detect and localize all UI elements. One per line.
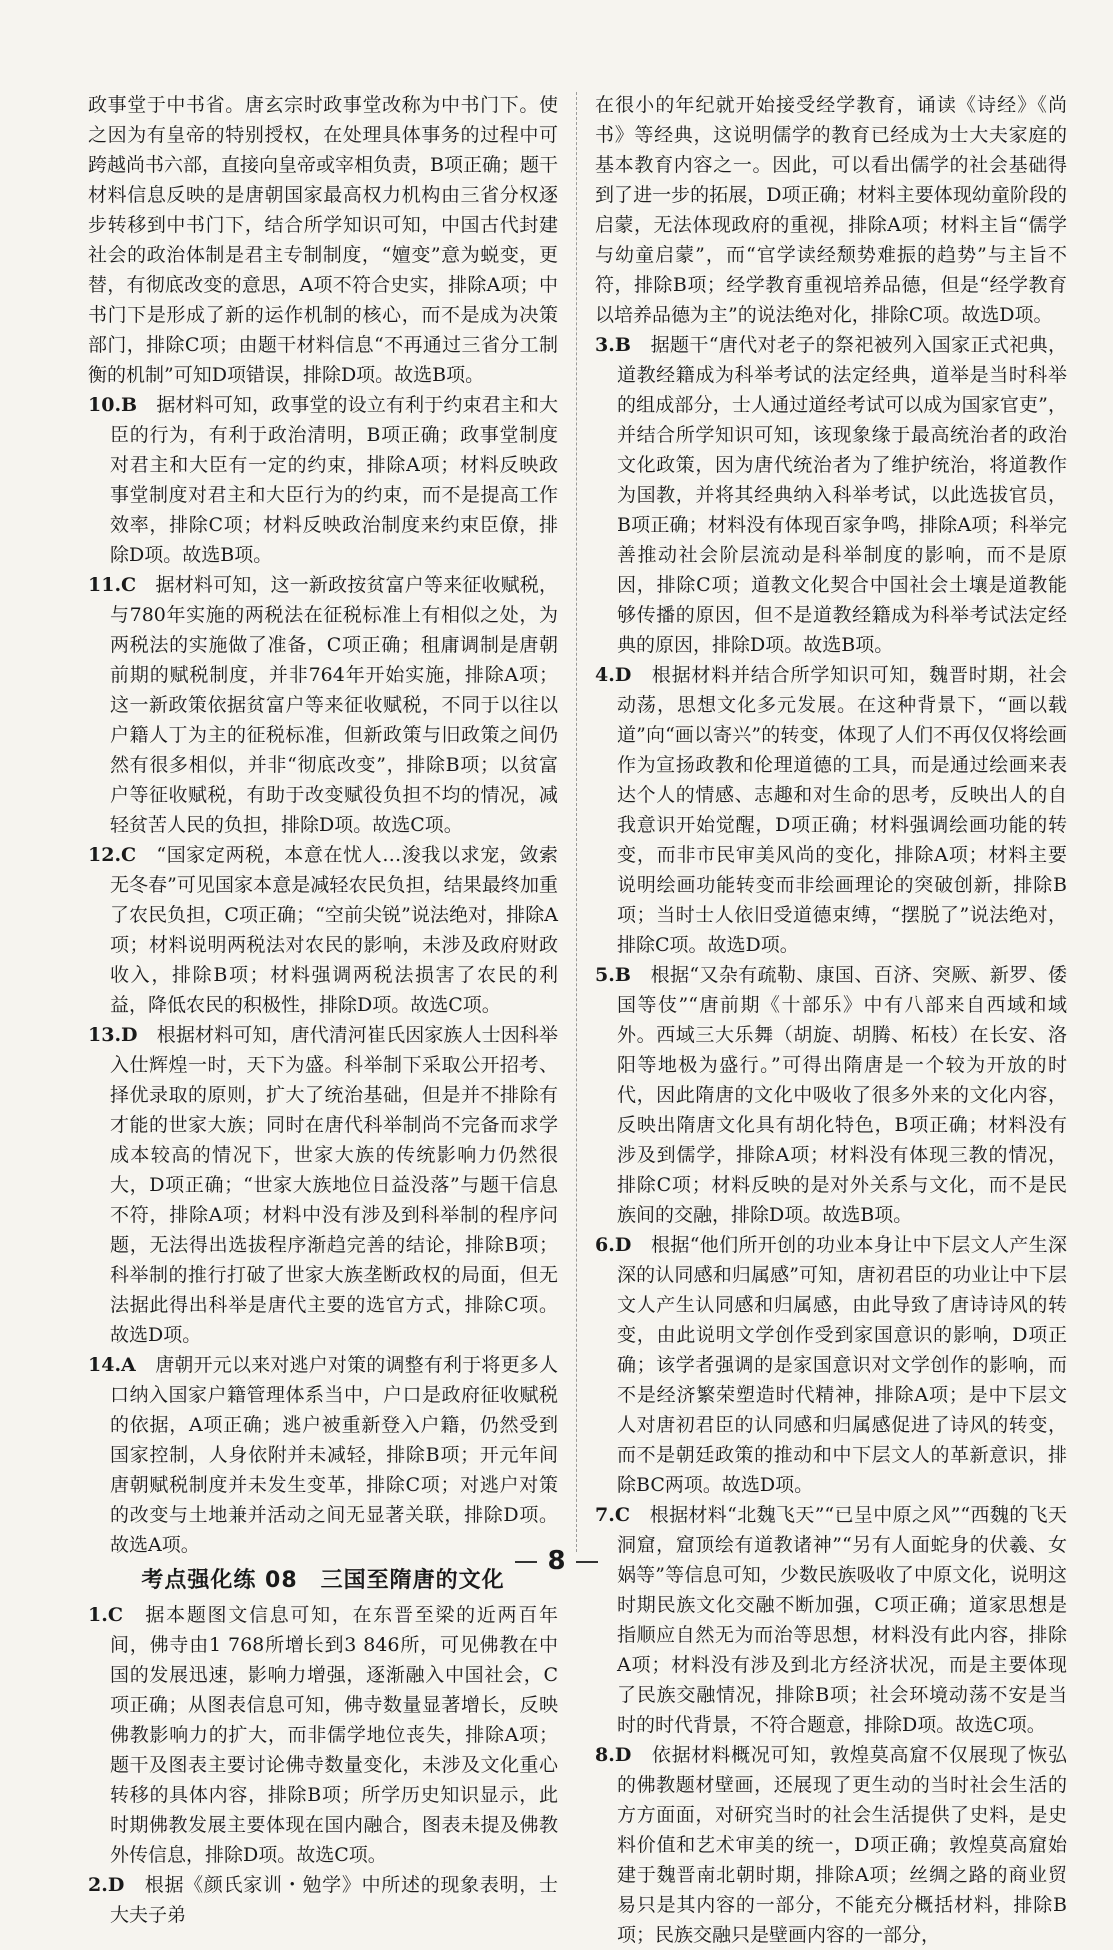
- answer-text: 据本题图文信息可知，在东晋至梁的近两百年间，佛寺由1 768所增长到3 846所，可见佛教在中国的发展迅速，影响力增强，逐渐融入中国社会，C项正确；从图表信息可知，佛寺数量显著增长，反映佛教影响力的扩大，而非儒学地位丧失，排除A项；题干及图表主要讨论佛寺数量变化，未涉及文化重心转移的具体内容，排除B项；所学历史知识显示，此时期佛教发展主要体现在国内融合，图表未提及佛教外传信息，排除D项。故选C项。: [110, 1604, 558, 1866]
- answer-number: 1.C: [88, 1604, 123, 1626]
- answer-text: 据题干“唐代对老子的祭祀被列入国家正式祀典，道教经籍成为科举考试的法定经典，道举是当时科举的组成部分，士人通过道经考试可以成为国家官吏”，并结合所学知识可知，该现象缘于最高统治者的政治文化政策，因为唐代统治者为了维护统治，将道教作为国教，并将其经典纳入科举考试，以此选拔官员，B项正确；材料没有体现百家争鸣，排除A项；科举完善推动社会阶层流动是科举制度的影响，而不是原因，排除C项；道教文化契合中国社会土壤是道教能够传播的原因，但不是道教经籍成为科举考试法定经典的原因，排除D项。故选B项。: [617, 334, 1067, 656]
- answer-item: [88, 1020, 558, 1350]
- column-divider: [576, 92, 577, 1552]
- answer-number: 11.C: [88, 574, 137, 596]
- page-number-dash-right: [576, 1561, 598, 1563]
- answer-item: [88, 840, 558, 1020]
- answer-item: [88, 1600, 558, 1870]
- answer-number: 13.D: [88, 1024, 138, 1046]
- answer-number: 12.C: [88, 844, 137, 866]
- answer-number: 2.D: [88, 1874, 125, 1896]
- answer-item: [595, 660, 1067, 960]
- answer-number: 5.B: [595, 964, 631, 986]
- answer-item: [595, 960, 1067, 1230]
- answer-text: 根据“又杂有疏勒、康国、百济、突厥、新罗、倭国等伎”“唐前期《十部乐》中有八部来自西域和域外。西域三大乐舞（胡旋、胡腾、柘枝）在长安、洛阳等地极为盛行。”可得出隋唐是一个较为开放的时代，因此隋唐的文化中吸收了很多外来的文化内容，反映出隋唐文化具有胡化特色，B项正确；材料没有涉及到儒学，排除A项；材料没有体现三教的情况，排除C项；材料反映的是对外关系与文化，而不是民族间的交融，排除D项。故选B项。: [617, 964, 1067, 1226]
- answer-text: 根据“他们所开创的功业本身让中下层文人产生深深的认同感和归属感”可知，唐初君臣的功业让中下层文人产生认同感和归属感，由此导致了唐诗诗风的转变，由此说明文学创作受到家国意识的影响，D项正确；该学者强调的是家国意识对文学创作的影响，而不是经济繁荣塑造时代精神，排除A项；是中下层文人对唐初君臣的认同感和归属感促进了诗风的转变，而不是朝廷政策的推动和中下层文人的革新意识，排除BC两项。故选D项。: [617, 1234, 1067, 1496]
- section-title: 考点强化练 08 三国至隋唐的文化: [141, 1568, 505, 1593]
- answer-item: [595, 1230, 1067, 1500]
- answer-text: 根据《颜氏家训・勉学》中所述的现象表明，士大夫子弟: [110, 1874, 558, 1926]
- answer-text: 据材料可知，政事堂的设立有利于约束君主和大臣的行为，有利于政治清明，B项正确；政事堂制度对君主和大臣有一定的约束，排除A项；材料反映政事堂制度对君主和大臣行为的约束，而不是提高工作效率，排除C项；材料反映政治制度来约束臣僚，排除D项。故选B项。: [110, 394, 558, 566]
- left-column: [88, 90, 558, 1930]
- continued-answer: 在很小的年纪就开始接受经学教育，诵读《诗经》《尚书》等经典，这说明儒学的教育已经成为士大夫家庭的基本教育内容之一。因此，可以看出儒学的社会基础得到了进一步的拓展，D项正确；材料主要体现幼童阶段的启蒙，无法体现政府的重视，排除A项；材料主旨“儒学与幼童启蒙”，而“官学读经颓势难振的趋势”与主旨不符，排除B项；经学教育重视培养品德，但是“经学教育以培养品德为主”的说法绝对化，排除C项。故选D项。: [595, 94, 1067, 326]
- answer-number: 8.D: [595, 1744, 632, 1766]
- answer-number: 4.D: [595, 664, 632, 686]
- answer-text: 根据材料“北魏飞天”“已呈中原之风”“西魏的飞天洞窟，窟顶绘有道教诸神”“另有人面蛇身的伏羲、女娲等”等信息可知，少数民族吸收了中原文化，说明这时期民族文化交融不断加强，C项正确；道家思想是指顺应自然无为而治等思想，材料没有此内容，排除A项；材料没有涉及到北方经济状况，而是主要体现了民族交融情况，排除B项；社会环境动荡不安是当时的时代背景，不符合题意，排除D项。故选C项。: [617, 1504, 1067, 1736]
- answer-number: 7.C: [595, 1504, 630, 1526]
- answer-number: 6.D: [595, 1234, 632, 1256]
- answer-text: “国家定两税，本意在忧人…浚我以求宠，敛索无冬春”可见国家本意是减轻农民负担，结果最终加重了农民负担，C项正确；“空前尖锐”说法绝对，排除A项；材料说明两税法对农民的影响，未涉及政府财政收入，排除B项；材料强调两税法损害了农民的利益，降低农民的积极性，排除D项。故选C项。: [110, 844, 558, 1016]
- answer-number: 14.A: [88, 1354, 136, 1376]
- answer-item: [595, 330, 1067, 660]
- page-number: [0, 1546, 1113, 1576]
- continued-answer: 政事堂于中书省。唐玄宗时政事堂改称为中书门下。使之因为有皇帝的特别授权，在处理具体事务的过程中可跨越尚书六部，直接向皇帝或宰相负责，B项正确；题干材料信息反映的是唐朝国家最高权力机构由三省分权逐步转移到中书门下，结合所学知识可知，中国古代封建社会的政治体制是君主专制制度，“嬗变”意为蜕变，更替，有彻底改变的意思，A项不符合史实，排除A项；中书门下是形成了新的运作机制的核心，而不是成为决策部门，排除C项；由题干材料信息“不再通过三省分工制衡的机制”可知D项错误，排除D项。故选B项。: [88, 94, 558, 386]
- page-number-dash-left: [515, 1561, 537, 1563]
- answer-text: 根据材料可知，唐代清河崔氏因家族人士因科举入仕辉煌一时，天下为盛。科举制下采取公开招考、择优录取的原则，扩大了统治基础，但是并不排除有才能的世家大族；同时在唐代科举制尚不完备而求学成本较高的情况下，世家大族的传统影响力仍然很大，D项正确；“世家大族地位日益没落”与题干信息不符，排除A项；材料中没有涉及到科举制的程序问题，无法得出选拔程序渐趋完善的结论，排除B项；科举制的推行打破了世家大族垄断政权的局面，但无法据此得出科举是唐代主要的选官方式，排除C项。故选D项。: [110, 1024, 558, 1346]
- answer-text: 据材料可知，这一新政按贫富户等来征收赋税，与780年实施的两税法在征税标准上有相似之处，为两税法的实施做了准备，C项正确；租庸调制是唐朝前期的赋税制度，并非764年开始实施，排除A项；这一新政策依据贫富户等来征收赋税，不同于以往以户籍人丁为主的征税标准，但新政策与旧政策之间仍然有很多相似，并非“彻底改变”，排除B项；以贫富户等征收赋税，有助于改变赋役负担不均的情况，减轻贫苦人民的负担，排除D项。故选C项。: [110, 574, 558, 836]
- answer-item: [595, 1740, 1067, 1950]
- answer-text: 根据材料并结合所学知识可知，魏晋时期，社会动荡，思想文化多元发展。在这种背景下，“画以载道”向“画以寄兴”的转变，体现了人们不再仅仅将绘画作为宣扬政教和伦理道德的工具，而是通过绘画来表达个人的情感、志趣和对生命的思考，反映出人的自我意识开始觉醒，D项正确；材料强调绘画功能的转变，而非市民审美风尚的变化，排除A项；材料主要说明绘画功能转变而非绘画理论的突破创新，排除B项；当时士人依旧受道德束缚，“摆脱了”说法绝对，排除C项。故选D项。: [617, 664, 1067, 956]
- answer-number: 3.B: [595, 334, 631, 356]
- answer-item: [88, 570, 558, 840]
- answer-item: [88, 1870, 558, 1930]
- answer-item: [595, 1500, 1067, 1740]
- answer-text: 唐朝开元以来对逃户对策的调整有利于将更多人口纳入国家户籍管理体系当中，户口是政府征收赋税的依据，A项正确；逃户被重新登入户籍，仍然受到国家控制，人身依附并未减轻，排除B项；开元年间唐朝赋税制度并未发生变革，排除C项；对逃户对策的改变与土地兼并活动之间无显著关联，排除D项。故选A项。: [110, 1354, 558, 1556]
- right-column: [595, 90, 1067, 1950]
- answer-number: 10.B: [88, 394, 138, 416]
- page-number-value: 8: [547, 1546, 566, 1576]
- answer-text: 依据材料概况可知，敦煌莫高窟不仅展现了恢弘的佛教题材壁画，还展现了更生动的当时社会生活的方方面面，对研究当时的社会生活提供了史料，是史料价值和艺术审美的统一，D项正确；敦煌莫高窟始建于魏晋南北朝时期，排除A项；丝绸之路的商业贸易只是其内容的一部分，不能充分概括材料，排除B项；民族交融只是壁画内容的一部分，: [617, 1744, 1067, 1946]
- answer-item: [88, 1350, 558, 1560]
- answer-item: [88, 390, 558, 570]
